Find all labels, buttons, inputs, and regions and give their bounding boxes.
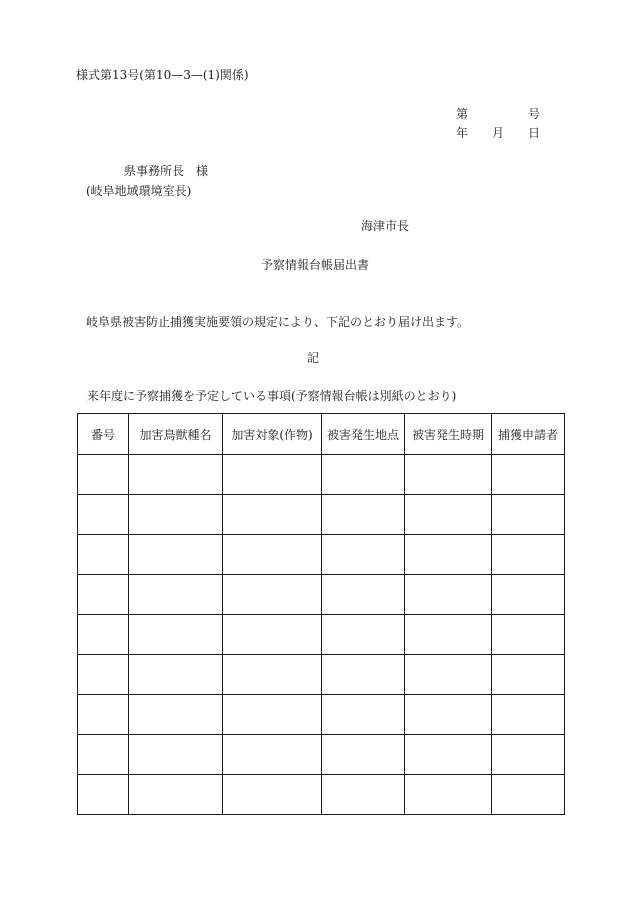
table-cell[interactable]: [322, 615, 405, 655]
table-cell[interactable]: [78, 615, 129, 655]
table-caption: 来年度に予察捕獲を予定している事項(予察情報台帳は別紙のとおり): [87, 389, 457, 403]
table-cell[interactable]: [129, 615, 223, 655]
table-cell[interactable]: [78, 535, 129, 575]
table-row: [78, 535, 565, 575]
table-cell[interactable]: [492, 775, 565, 815]
table-cell[interactable]: [223, 775, 322, 815]
table-cell[interactable]: [129, 775, 223, 815]
date-label-day: 日: [528, 126, 541, 140]
table-header-row: [78, 414, 565, 455]
table-row: [78, 695, 565, 735]
table-row: [78, 655, 565, 695]
table-cell[interactable]: [492, 455, 565, 495]
table-cell[interactable]: [405, 695, 492, 735]
table-cell[interactable]: [322, 695, 405, 735]
table-cell[interactable]: [405, 735, 492, 775]
table-cell[interactable]: [405, 775, 492, 815]
table-row: [78, 615, 565, 655]
table-row: [78, 575, 565, 615]
table-cell[interactable]: [223, 655, 322, 695]
table-cell[interactable]: [78, 575, 129, 615]
header-damage-period: 被害発生時期: [405, 414, 492, 455]
table-cell[interactable]: [129, 535, 223, 575]
ki-heading: 記: [307, 351, 320, 365]
header-damage-location: 被害発生地点: [322, 414, 405, 455]
table-cell[interactable]: [405, 495, 492, 535]
table-cell[interactable]: [405, 655, 492, 695]
table-cell[interactable]: [492, 495, 565, 535]
header-species: 加害鳥獣種名: [129, 414, 223, 455]
date-label-year: 年: [456, 126, 469, 140]
table-cell[interactable]: [492, 735, 565, 775]
table-cell[interactable]: [405, 575, 492, 615]
table-cell[interactable]: [78, 455, 129, 495]
table-cell[interactable]: [129, 455, 223, 495]
table-cell[interactable]: [129, 735, 223, 775]
table-cell[interactable]: [492, 575, 565, 615]
addressee-subtitle: (岐阜地域環境室長): [86, 184, 192, 198]
document-title: 予察情報台帳届出書: [261, 258, 370, 272]
table-cell[interactable]: [129, 495, 223, 535]
table-cell[interactable]: [223, 695, 322, 735]
table-cell[interactable]: [223, 735, 322, 775]
table-cell[interactable]: [78, 655, 129, 695]
table-cell[interactable]: [223, 575, 322, 615]
table-cell[interactable]: [405, 535, 492, 575]
table-cell[interactable]: [492, 535, 565, 575]
form-number: 様式第13号(第10—3—(1)関係): [76, 68, 249, 82]
header-applicant: 捕獲申請者: [492, 414, 565, 455]
table-cell[interactable]: [78, 695, 129, 735]
table-cell[interactable]: [129, 655, 223, 695]
addressee-name: 県事務所長: [124, 164, 185, 178]
table-cell[interactable]: [322, 735, 405, 775]
date-label-month: 月: [492, 126, 505, 140]
table-cell[interactable]: [322, 535, 405, 575]
table-body: [78, 455, 565, 815]
table-row: [78, 495, 565, 535]
table-cell[interactable]: [322, 575, 405, 615]
table-cell[interactable]: [78, 495, 129, 535]
document-number-label-go: 号: [528, 107, 541, 121]
capture-schedule-table: [77, 413, 565, 815]
table-cell[interactable]: [78, 735, 129, 775]
table-cell[interactable]: [223, 495, 322, 535]
table-cell[interactable]: [223, 455, 322, 495]
document-number-label-dai: 第: [456, 107, 469, 121]
body-text: 岐阜県被害防止捕獲実施要領の規定により、下記のとおり届け出ます。: [86, 315, 470, 329]
table-cell[interactable]: [492, 615, 565, 655]
sender-name: 海津市長: [361, 219, 410, 233]
header-target-crop: 加害対象(作物): [223, 414, 322, 455]
table-cell[interactable]: [405, 615, 492, 655]
table-cell[interactable]: [492, 655, 565, 695]
table-row: [78, 735, 565, 775]
table-cell[interactable]: [492, 695, 565, 735]
table-cell[interactable]: [78, 775, 129, 815]
table-cell[interactable]: [322, 655, 405, 695]
addressee-honorific: 様: [196, 164, 209, 178]
header-number: 番号: [78, 414, 129, 455]
table-cell[interactable]: [223, 615, 322, 655]
table-cell[interactable]: [322, 775, 405, 815]
table-cell[interactable]: [322, 495, 405, 535]
table-cell[interactable]: [322, 455, 405, 495]
table-cell[interactable]: [129, 575, 223, 615]
table-cell[interactable]: [129, 695, 223, 735]
table-cell[interactable]: [223, 535, 322, 575]
table-cell[interactable]: [405, 455, 492, 495]
table-row: [78, 775, 565, 815]
table-row: [78, 455, 565, 495]
